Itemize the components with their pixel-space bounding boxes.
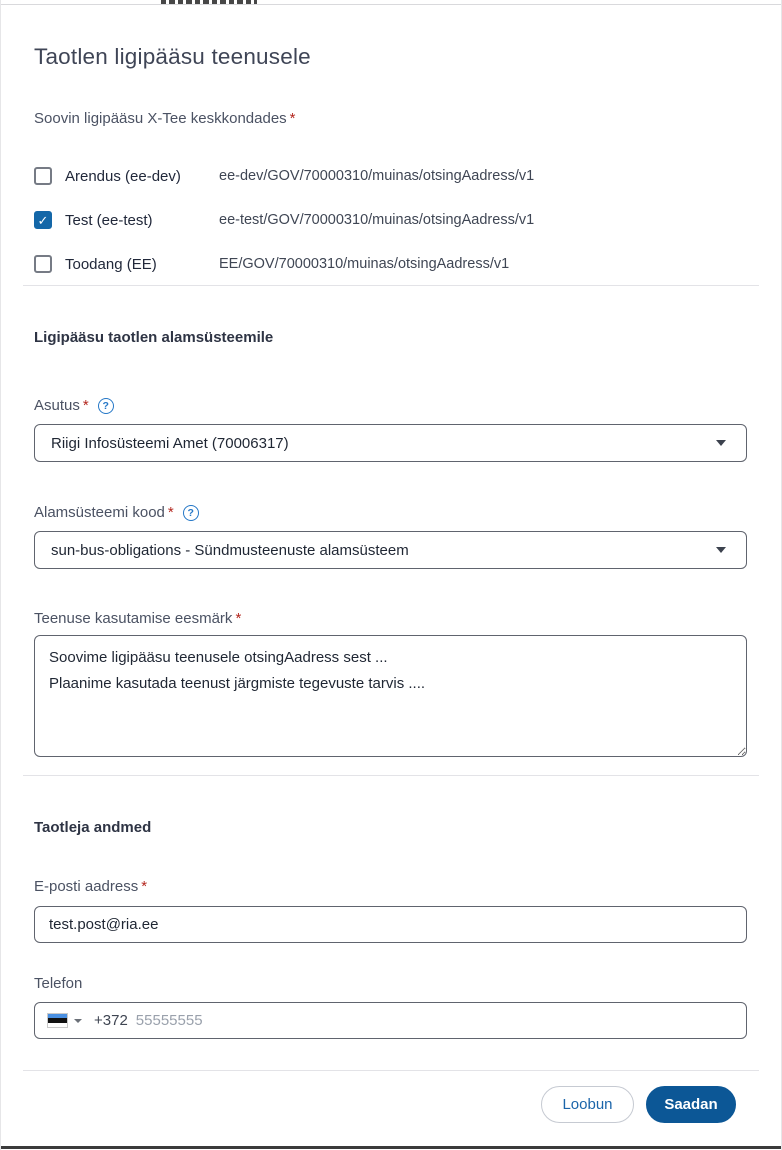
page-top-strip xyxy=(1,0,781,5)
chevron-down-icon[interactable] xyxy=(74,1019,82,1023)
required-asterisk: * xyxy=(82,397,89,414)
help-icon[interactable]: ? xyxy=(183,505,199,521)
phone-label: Telefon xyxy=(34,975,83,992)
checkbox-label[interactable]: Test (ee-test) xyxy=(65,211,153,229)
checkbox-test[interactable] xyxy=(34,211,52,229)
environment-row-toodang xyxy=(34,254,747,274)
institution-label: Asutus * ? xyxy=(34,397,747,414)
service-code: ee-dev/GOV/70000310/muinas/otsingAadress/v1 xyxy=(219,168,535,184)
required-asterisk: * xyxy=(289,110,296,127)
subsystem-code-select[interactable] xyxy=(34,531,747,569)
subsystem-section-heading: Ligipääsu taotlen alamsüsteemile xyxy=(34,329,274,346)
purpose-label: Teenuse kasutamise eesmärk * xyxy=(34,610,242,627)
submit-button[interactable]: Saadan xyxy=(646,1086,736,1123)
checkbox-label[interactable]: Arendus (ee-dev) xyxy=(65,167,181,185)
bottom-edge-bar xyxy=(1,1146,781,1149)
subsystem-code-label: Alamsüsteemi kood * ? xyxy=(34,504,747,521)
environment-row-test xyxy=(34,210,747,230)
applicant-section-heading: Taotleja andmed xyxy=(34,819,152,836)
checkbox-arendus[interactable] xyxy=(34,167,52,185)
institution-select-value: Riigi Infosüsteemi Amet (70006317) xyxy=(51,434,289,452)
required-asterisk: * xyxy=(235,610,242,627)
environments-group-label: Soovin ligipääsu X-Tee keskkondades * xyxy=(34,110,296,127)
access-request-form xyxy=(1,44,781,274)
service-code: EE/GOV/70000310/muinas/otsingAadress/v1 xyxy=(219,256,510,272)
email-label: E-posti aadress * xyxy=(34,878,148,895)
chevron-down-icon xyxy=(716,440,726,446)
phone-field-wrapper xyxy=(34,1002,747,1039)
footer-divider xyxy=(23,1070,759,1071)
cutoff-text-fragment xyxy=(161,0,257,4)
service-code: ee-test/GOV/70000310/muinas/otsingAadress/v1 xyxy=(219,212,535,228)
phone-input[interactable] xyxy=(136,1012,734,1029)
form-actions xyxy=(34,1086,747,1123)
cancel-button[interactable]: Loobun xyxy=(541,1086,634,1123)
email-field[interactable] xyxy=(34,906,747,943)
environment-row-arendus xyxy=(34,166,747,186)
institution-select[interactable] xyxy=(34,424,747,462)
estonia-flag-icon[interactable] xyxy=(47,1013,68,1028)
required-asterisk: * xyxy=(141,878,148,895)
subsystem-code-select-value: sun-bus-obligations - Sündmusteenuste alamsüsteem xyxy=(51,541,409,559)
section-divider xyxy=(23,285,759,286)
checkbox-label[interactable]: Toodang (EE) xyxy=(65,255,157,273)
checkbox-toodang[interactable] xyxy=(34,255,52,273)
page-title: Taotlen ligipääsu teenusele xyxy=(34,44,311,69)
section-divider xyxy=(23,775,759,776)
required-asterisk: * xyxy=(167,504,174,521)
help-icon[interactable]: ? xyxy=(98,398,114,414)
purpose-textarea[interactable] xyxy=(34,635,747,757)
environment-checkbox-list xyxy=(34,166,747,274)
dial-code: +372 xyxy=(94,1012,128,1029)
chevron-down-icon xyxy=(716,547,726,553)
